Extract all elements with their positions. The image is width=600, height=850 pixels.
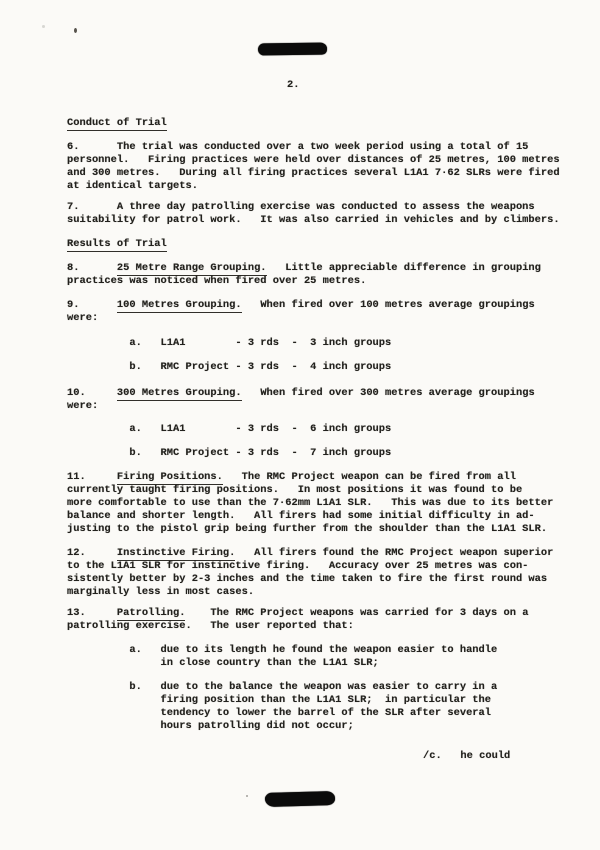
- text-line: [67, 362, 391, 373]
- text-segment: /c. he could: [423, 750, 511, 762]
- text-segment: 9.: [67, 299, 117, 311]
- text-line: [67, 313, 98, 324]
- text-segment: The RMC Project weapons was carried for 3 days on a: [185, 607, 529, 619]
- text-segment: When fired over 300 metres average groupings: [241, 387, 535, 399]
- text-line: [67, 587, 254, 598]
- text-line: [67, 263, 541, 274]
- text-line: [67, 561, 528, 572]
- text-segment: 7. A three day patrolling exercise was conducted to assess the weapons: [67, 201, 535, 213]
- section-heading: [67, 118, 167, 129]
- text-line: [67, 621, 354, 632]
- text-line: [67, 338, 391, 349]
- text-segment: personnel. Firing practices were held over distances of 25 metres, 100 metres: [67, 154, 560, 166]
- text-segment: a. due to its length he found the weapon easier to handle: [67, 644, 498, 656]
- text-segment: hours patrolling did not occur;: [67, 720, 354, 732]
- underlined-text: Results of Trial: [67, 238, 167, 250]
- text-line: [67, 388, 535, 399]
- text-line: [67, 276, 366, 287]
- text-segment: When fired over 100 metres average groupings: [241, 299, 535, 311]
- text-line: [67, 608, 528, 619]
- text-line: [67, 658, 379, 669]
- text-line: [67, 498, 553, 509]
- text-segment: marginally less in most cases.: [67, 586, 255, 598]
- text-line: [67, 524, 547, 535]
- ink-speck: [74, 28, 77, 33]
- underlined-text: Firing Positions.: [116, 471, 223, 483]
- text-segment: b. due to the balance the weapon was easier to carry in a: [67, 681, 498, 693]
- text-line: [67, 155, 560, 166]
- text-segment: 8.: [67, 262, 117, 274]
- text-segment: b. RMC Project - 3 rds - 7 inch groups: [67, 447, 392, 459]
- section-heading: [67, 239, 167, 250]
- text-line: [67, 215, 560, 226]
- text-segment: suitability for patrol work. It was also carried in vehicles and by climbers.: [67, 214, 560, 226]
- text-line: [67, 181, 198, 192]
- text-line: [67, 511, 535, 522]
- text-line: [67, 142, 528, 153]
- text-segment: firing position than the L1A1 SLR; in particular the: [67, 694, 492, 706]
- text-line: [67, 485, 522, 496]
- text-line: [67, 401, 98, 412]
- underlined-text: Instinctive Firing.: [116, 547, 236, 559]
- text-line: [67, 708, 491, 719]
- text-segment: more comfortable to use than the 7·62mm L1A1 SLR. This was due to its better: [67, 497, 554, 509]
- text-segment: were:: [67, 312, 99, 324]
- text-segment: at identical targets.: [67, 180, 198, 192]
- text-segment: All firers found the RMC Project weapon superior: [235, 547, 554, 559]
- text-line: [67, 645, 497, 656]
- underlined-text: 100 Metres Grouping.: [116, 299, 242, 311]
- underlined-text: 300 Metres Grouping.: [116, 387, 242, 399]
- text-segment: a. L1A1 - 3 rds - 3 inch groups: [67, 337, 392, 349]
- text-segment: balance and shorter length. All firers had some initial difficulty in ad-: [67, 510, 535, 522]
- text-segment: 12.: [67, 547, 117, 559]
- ink-speck: [42, 25, 45, 28]
- text-segment: justing to the pistol grip being further from the shoulder than the L1A1 SLR.: [67, 523, 548, 535]
- text-line: [67, 168, 560, 179]
- text-segment: in close country than the L1A1 SLR;: [67, 657, 379, 669]
- redaction-bar-bottom: [265, 791, 335, 807]
- text-segment: 11.: [67, 471, 117, 483]
- text-segment: 13.: [67, 607, 117, 619]
- text-segment: a. L1A1 - 3 rds - 6 inch groups: [67, 423, 392, 435]
- text-segment: b. RMC Project - 3 rds - 4 inch groups: [67, 361, 392, 373]
- text-line: [67, 574, 547, 585]
- text-segment: patrolling exercise. The user reported that:: [67, 620, 354, 632]
- continuation-catchword: [423, 751, 510, 762]
- text-segment: practices was noticed when fired over 25 metres.: [67, 275, 367, 287]
- ink-speck: [246, 795, 248, 797]
- text-segment: currently taught firing positions. In most positions it was found to be: [67, 484, 523, 496]
- underlined-text: Patrolling.: [116, 607, 186, 619]
- text-line: [67, 424, 391, 435]
- underlined-text: 25 Metre Range Grouping.: [116, 262, 267, 274]
- text-line: [67, 472, 516, 483]
- page-number: [287, 80, 299, 91]
- text-line: [67, 721, 354, 732]
- text-line: [67, 448, 391, 459]
- text-segment: were:: [67, 400, 99, 412]
- redaction-bar-top: [258, 43, 327, 56]
- text-line: [67, 300, 535, 311]
- text-segment: Little appreciable difference in grouping: [266, 262, 541, 274]
- text-segment: The RMC Project weapon can be fired from all: [222, 471, 516, 483]
- text-segment: 6. The trial was conducted over a two week period using a total of 15: [67, 141, 529, 153]
- underlined-text: Conduct of Trial: [67, 117, 167, 129]
- text-segment: 2.: [287, 79, 300, 91]
- text-line: [67, 695, 491, 706]
- text-line: [67, 548, 553, 559]
- text-segment: 10.: [67, 387, 117, 399]
- text-line: [67, 202, 535, 213]
- text-line: [67, 682, 497, 693]
- text-segment: to the L1A1 SLR for instinctive firing. Accuracy over 25 metres was con-: [67, 560, 529, 572]
- text-segment: sistently better by 2-3 inches and the time taken to fire the first round was: [67, 573, 548, 585]
- text-segment: tendency to lower the barrel of the SLR after several: [67, 707, 492, 719]
- text-segment: and 300 metres. During all firing practices several L1A1 7·62 SLRs were fired: [67, 167, 560, 179]
